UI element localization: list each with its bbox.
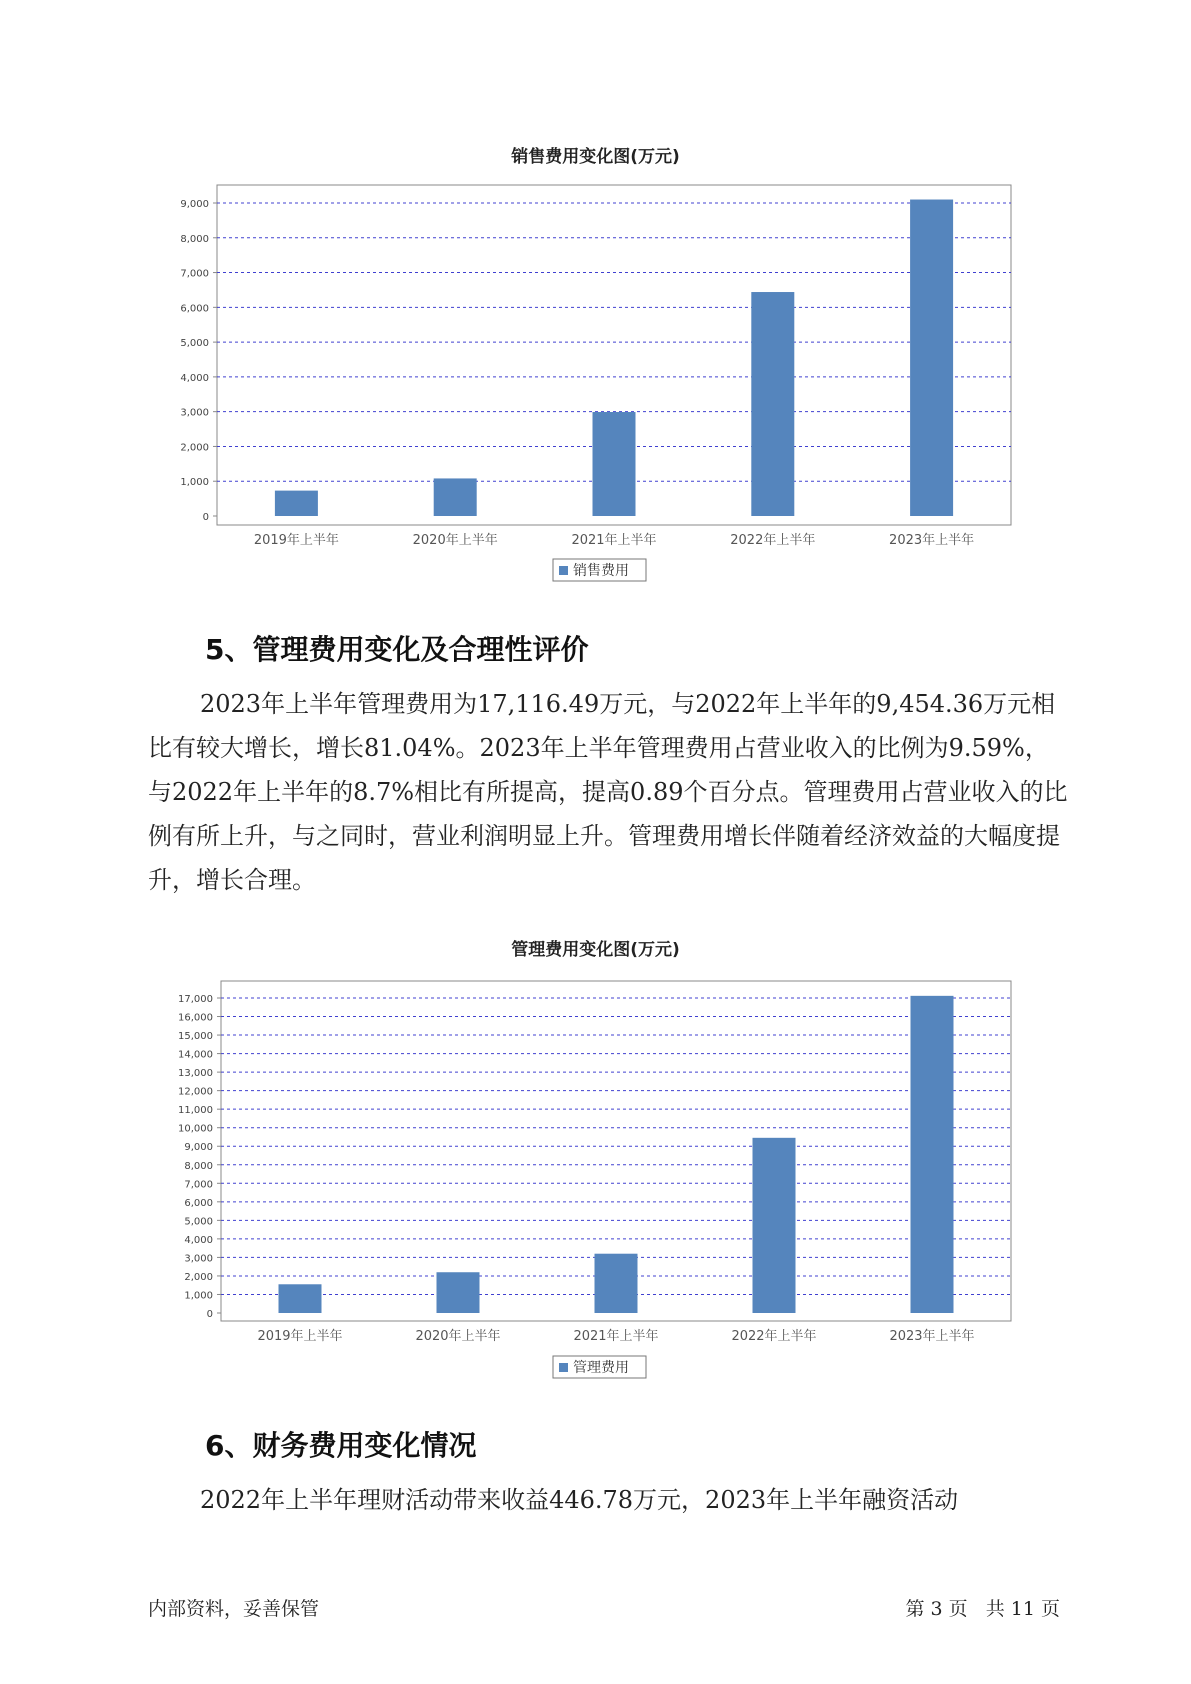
- y-tick-label: 17,000: [178, 994, 213, 1005]
- x-tick-label: 2023年上半年: [889, 533, 975, 548]
- y-tick-label: 1,000: [184, 1290, 213, 1302]
- x-tick-label: 2019年上半年: [253, 533, 339, 548]
- x-tick-label: 2019年上半年: [257, 1329, 343, 1344]
- y-tick-label: 4,000: [180, 372, 209, 384]
- footer-left: 内部资料，妥善保管: [148, 1598, 320, 1620]
- y-tick-label: 0: [206, 1309, 213, 1320]
- y-tick-label: 2,000: [184, 1271, 213, 1283]
- y-tick-label: 5,000: [184, 1216, 213, 1228]
- chart-1-title: 销售费用变化图(万元): [511, 147, 680, 167]
- y-tick-label: 9,000: [184, 1142, 213, 1154]
- y-tick-label: 12,000: [178, 1086, 213, 1098]
- y-tick-label: 5,000: [180, 338, 209, 350]
- y-tick-label: 3,000: [184, 1253, 213, 1265]
- y-tick-label: 1,000: [180, 477, 209, 489]
- legend-label: 销售费用: [573, 563, 629, 579]
- section-6-paragraph: [148, 1478, 1068, 1522]
- y-tick-label: 3,000: [180, 407, 209, 419]
- legend-swatch: [559, 1363, 568, 1372]
- x-tick-label: 2022年上半年: [730, 533, 816, 548]
- section-5-text: 2023年上半年管理费用为17,116.49万元，与2022年上半年的9,454.36万元相比有较大增长，增长81.04%。2023年上半年管理费用占营业收入的比例为9.59%，与2022年上半年的8.7%相比有所提高，提高0.89个百分点。管理费用占营业收入的比例有所上升，与之同时，营业利润明显上升。管理费用增长伴随着经济效益的大幅度提升，增长合理。: [148, 690, 1068, 894]
- bar-1: [279, 1284, 322, 1313]
- bar-3: [595, 1254, 638, 1313]
- y-tick-label: 7,000: [180, 268, 209, 280]
- section-6-heading: 6、财务费用变化情况: [205, 1429, 477, 1462]
- y-tick-label: 0: [202, 512, 209, 523]
- bar-2: [437, 1272, 480, 1313]
- y-tick-label: 10,000: [178, 1123, 213, 1135]
- y-tick-label: 6,000: [184, 1197, 213, 1209]
- y-tick-label: 2,000: [180, 442, 209, 454]
- chart-2-title: 管理费用变化图(万元): [511, 940, 680, 960]
- y-tick-label: 11,000: [178, 1105, 213, 1117]
- legend-label: 管理费用: [573, 1360, 629, 1376]
- section-6-text: 2022年上半年理财活动带来收益446.78万元，2023年上半年融资活动: [200, 1486, 959, 1514]
- x-tick-label: 2022年上半年: [731, 1329, 817, 1344]
- x-tick-label: 2021年上半年: [573, 1329, 659, 1344]
- y-tick-label: 8,000: [184, 1160, 213, 1172]
- bar-5: [911, 996, 954, 1313]
- y-tick-label: 14,000: [178, 1049, 213, 1061]
- x-tick-label: 2020年上半年: [412, 533, 498, 548]
- x-tick-label: 2023年上半年: [889, 1329, 975, 1344]
- y-tick-label: 4,000: [184, 1234, 213, 1246]
- y-tick-label: 9,000: [180, 199, 209, 210]
- bar-4: [753, 1138, 796, 1313]
- footer-page-number: 第 3 页 共 11 页: [905, 1598, 1060, 1620]
- y-tick-label: 7,000: [184, 1179, 213, 1191]
- y-tick-label: 16,000: [178, 1012, 213, 1024]
- y-tick-label: 6,000: [180, 303, 209, 315]
- x-tick-label: 2021年上半年: [571, 533, 657, 548]
- y-tick-label: 13,000: [178, 1068, 213, 1080]
- y-tick-label: 8,000: [180, 233, 209, 245]
- x-tick-label: 2020年上半年: [415, 1329, 501, 1344]
- y-tick-label: 15,000: [178, 1031, 213, 1043]
- section-5-heading: 5、管理费用变化及合理性评价: [205, 633, 589, 666]
